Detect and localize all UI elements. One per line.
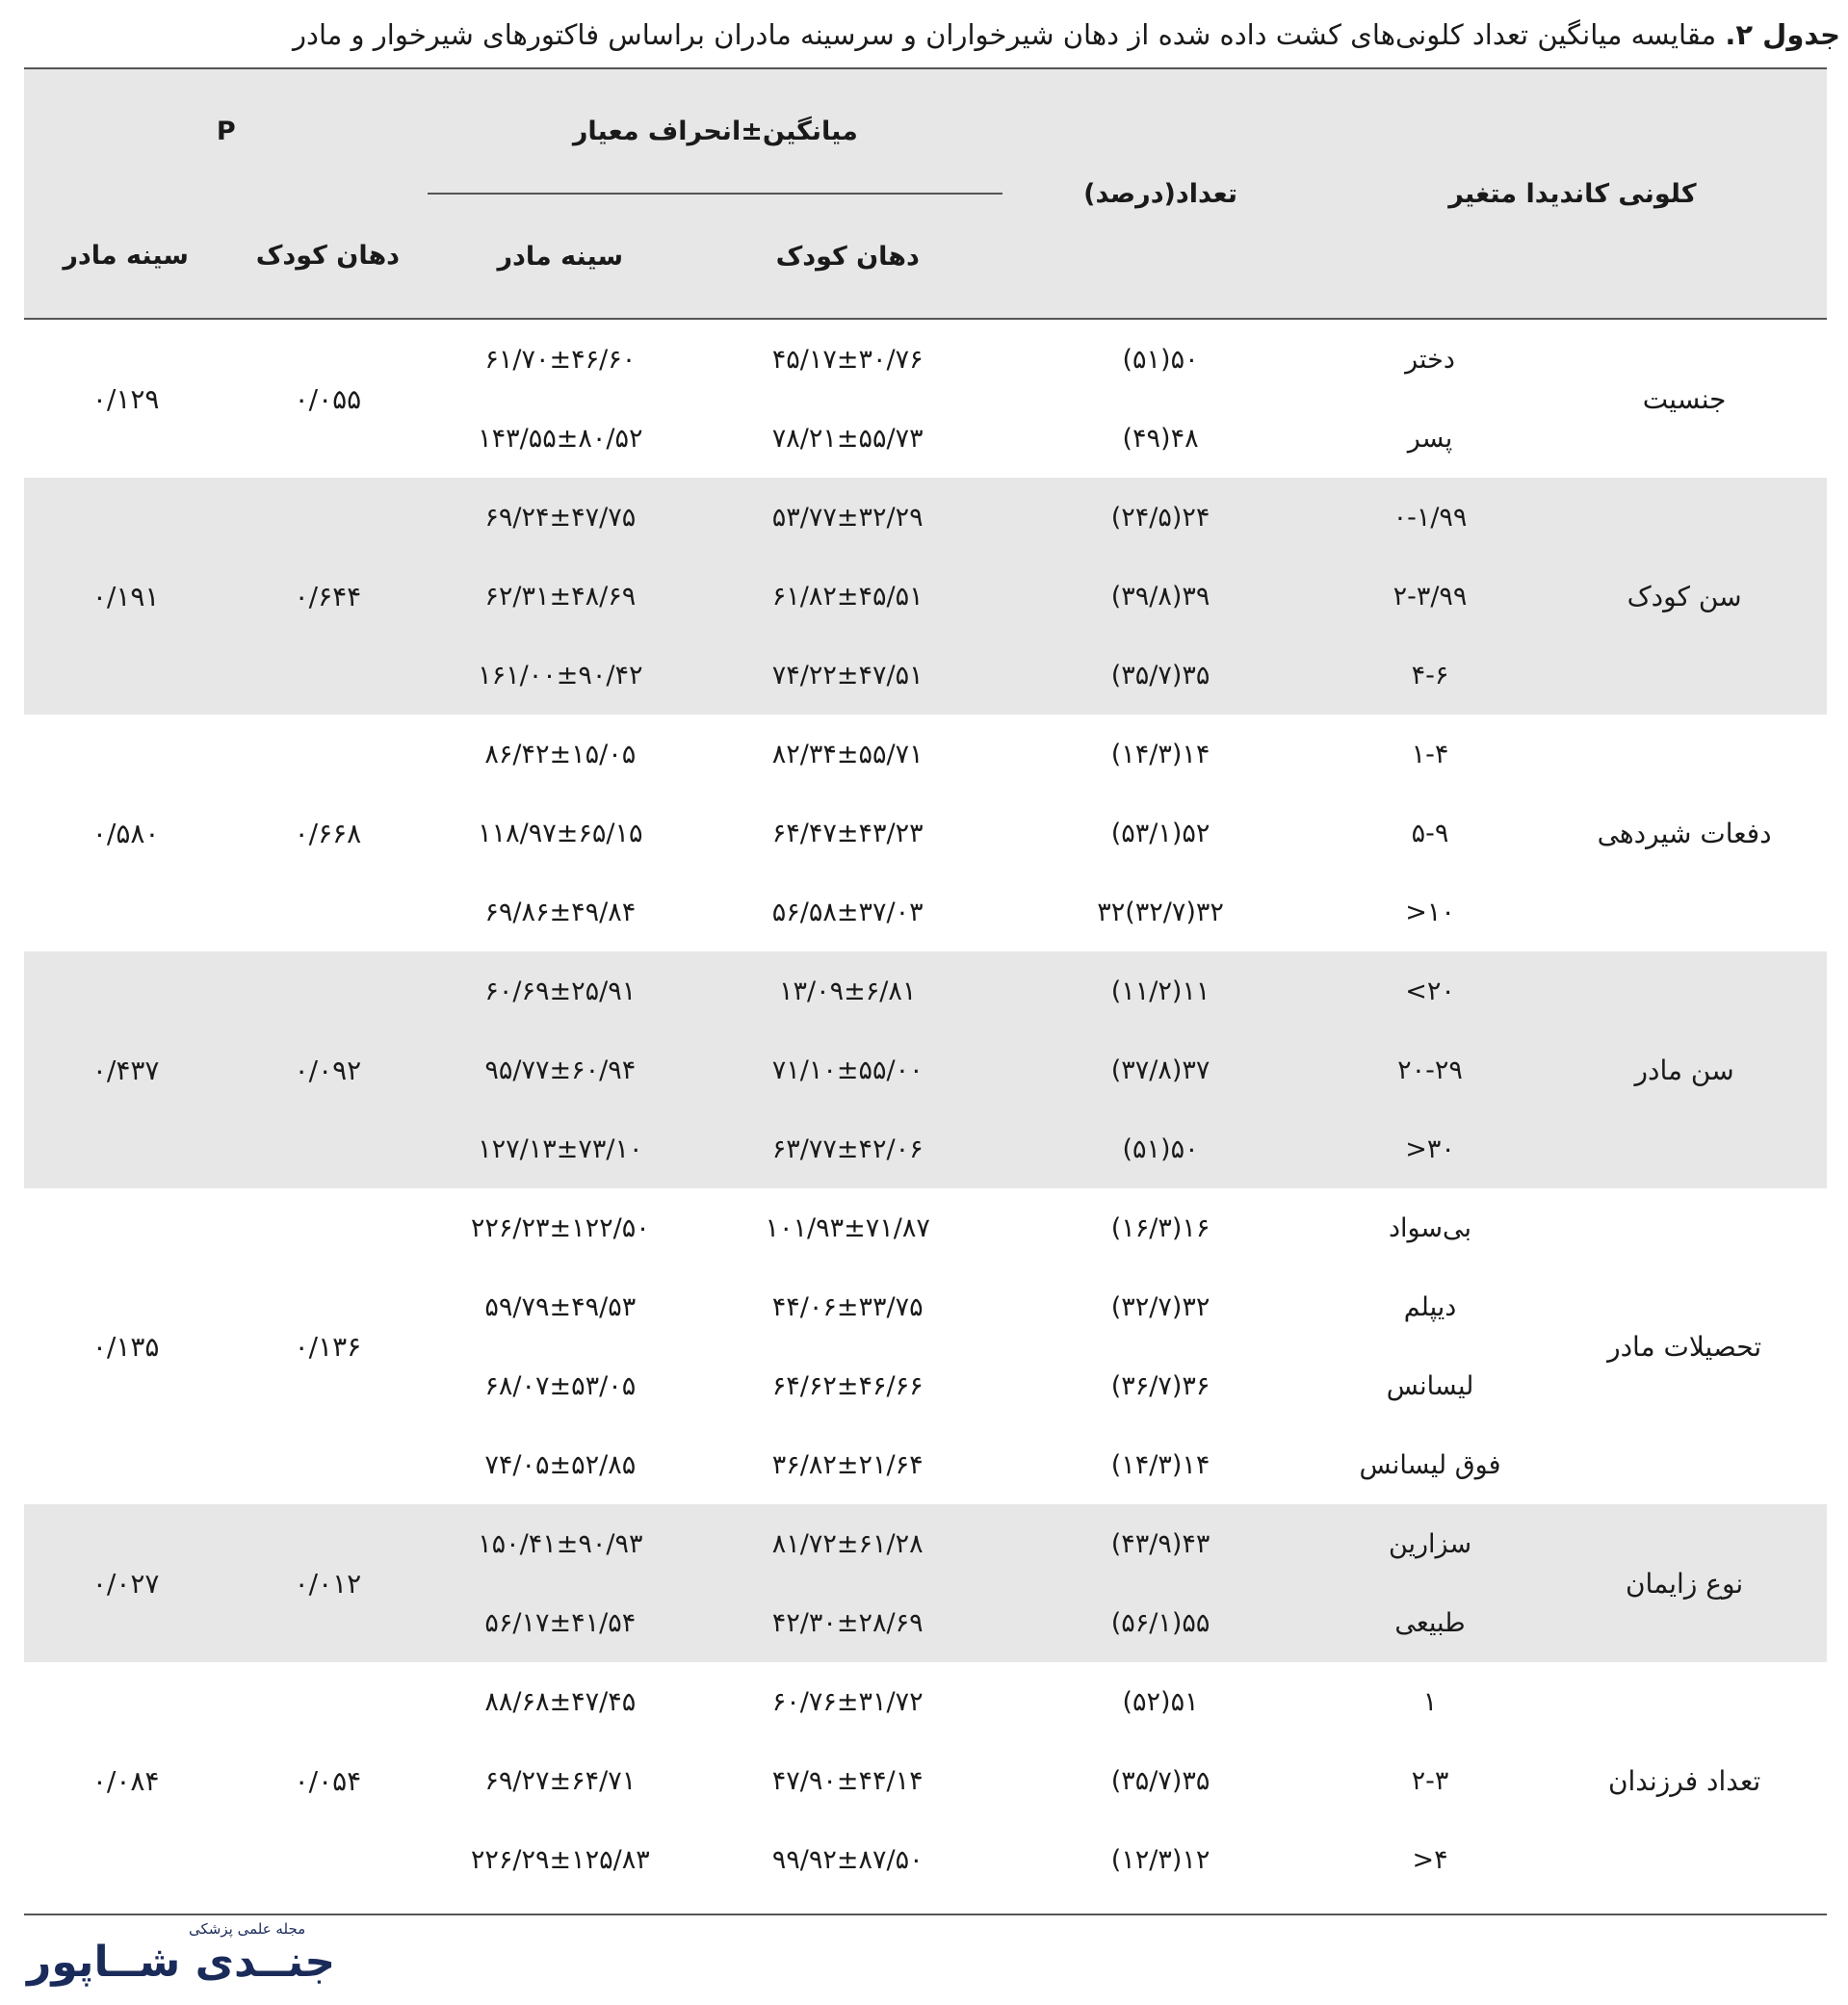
count-cell: ۴۸(۴۹) <box>1122 423 1199 454</box>
count-cell: ۵۰(۵۱) <box>1002 1109 1317 1188</box>
p-infant-cell: ۰/۰۹۲ <box>227 951 428 1188</box>
infant-mean-cell: ۴۷/۹۰±۴۴/۱۴ <box>771 1765 924 1796</box>
level-cell: ۴-۶ <box>1318 636 1542 715</box>
mother-mean-cell: ۱۱۸/۹۷±۶۵/۱۵ <box>478 818 643 848</box>
p-infant-cell: ۰/۰۵۴ <box>294 1764 362 1797</box>
infant-mean-cell: ۷۴/۲۲±۴۷/۵۱ <box>692 636 1002 715</box>
journal-logo <box>27 1916 336 2001</box>
level-cell: ۲۰-۲۹ <box>1318 1030 1542 1109</box>
level-cell: ۲۰> <box>1318 951 1542 1030</box>
p-mother-cell: ۰/۰۲۷ <box>24 1504 227 1662</box>
header-infant-mouth: دهان کودک <box>692 194 1002 319</box>
level-cell: ۱-۴ <box>1411 739 1449 769</box>
mother-mean-cell: ۵۹/۷۹±۴۹/۵۳ <box>484 1291 637 1322</box>
infant-mean-cell: ۴۲/۳۰±۲۸/۶۹ <box>692 1583 1002 1662</box>
mother-mean-cell: ۵۶/۱۷±۴۱/۵۴ <box>428 1583 692 1662</box>
level-cell: لیسانس <box>1386 1370 1474 1401</box>
table-row <box>24 1662 1827 1741</box>
infant-mean-cell: ۶۴/۶۲±۴۶/۶۶ <box>771 1370 924 1401</box>
count-cell: ۱۴(۱۴/۳) <box>1110 739 1210 769</box>
mother-mean-cell: ۶۰/۶۹±۲۵/۹۱ <box>428 951 692 1030</box>
p-infant-cell: ۰/۶۴۴ <box>227 478 428 715</box>
variable-cell: تعداد فرزندان <box>1607 1764 1761 1797</box>
mother-mean-cell: ۹۵/۷۷±۶۰/۹۴ <box>428 1030 692 1109</box>
header-count: تعداد(درصد) <box>1002 69 1317 319</box>
level-cell: ۱۰< <box>1405 897 1455 927</box>
table-row <box>24 478 1827 557</box>
infant-mean-cell: ۱۳/۰۹±۶/۸۱ <box>692 951 1002 1030</box>
variable-cell: سن کودک <box>1542 478 1827 715</box>
count-cell: ۱۱(۱۱/۲) <box>1002 951 1317 1030</box>
p-mother-cell: ۰/۰۸۴ <box>91 1764 160 1797</box>
count-cell: ۱۲(۱۲/۳) <box>1110 1844 1210 1875</box>
infant-mean-cell: ۵۳/۷۷±۳۲/۲۹ <box>692 478 1002 557</box>
count-cell: ۳۷(۳۷/۸) <box>1002 1030 1317 1109</box>
p-mother-cell: ۰/۴۳۷ <box>24 951 227 1188</box>
infant-mean-cell: ۳۶/۸۲±۲۱/۶۴ <box>771 1449 924 1480</box>
count-cell: ۳۵(۳۵/۷) <box>1002 636 1317 715</box>
p-mother-cell: ۰/۱۲۹ <box>91 382 160 415</box>
header-p: P <box>24 69 428 194</box>
level-cell: سزارین <box>1318 1504 1542 1583</box>
variable-cell: جنسیت <box>1642 382 1727 415</box>
infant-mean-cell: ۴۴/۰۶±۳۳/۷۵ <box>771 1291 924 1322</box>
table-caption <box>19 13 1840 56</box>
mother-mean-cell: ۶۸/۰۷±۵۳/۰۵ <box>484 1370 637 1401</box>
level-cell: دیپلم <box>1403 1291 1457 1322</box>
count-cell: ۵۰(۵۱) <box>1122 344 1199 375</box>
count-cell: ۳۵(۳۵/۷) <box>1110 1765 1210 1796</box>
level-cell: دختر <box>1405 344 1455 375</box>
mother-mean-cell: ۲۲۶/۲۹±۱۲۵/۸۳ <box>470 1844 650 1875</box>
variable-cell: نوع زایمان <box>1542 1504 1827 1662</box>
header-variable: کلونی کاندیدا متغیر <box>1318 69 1827 319</box>
mother-mean-cell: ۶۲/۳۱±۴۸/۶۹ <box>428 557 692 636</box>
count-cell: ۵۲(۵۳/۱) <box>1110 818 1210 848</box>
level-cell: ۱ <box>1422 1686 1438 1717</box>
table-row <box>24 1504 1827 1583</box>
caption-label: جدول ۲. <box>1725 18 1840 51</box>
mother-mean-cell: ۱۵۰/۴۱±۹۰/۹۳ <box>428 1504 692 1583</box>
level-cell: فوق لیسانس <box>1359 1449 1501 1480</box>
infant-mean-cell: ۶۳/۷۷±۴۲/۰۶ <box>692 1109 1002 1188</box>
level-cell: ۴< <box>1412 1844 1448 1875</box>
mother-mean-cell: ۶۱/۷۰±۴۶/۶۰ <box>484 344 637 375</box>
level-cell: ۲-۳/۹۹ <box>1318 557 1542 636</box>
infant-mean-cell: ۴۵/۱۷±۳۰/۷۶ <box>771 344 924 375</box>
journal-logo-title: جنــدی شــاپور <box>27 1938 336 1987</box>
level-cell: ۳۰< <box>1318 1109 1542 1188</box>
infant-mean-cell: ۷۱/۱۰±۵۵/۰۰ <box>692 1030 1002 1109</box>
level-cell: بی‌سواد <box>1388 1212 1472 1243</box>
infant-mean-cell: ۵۶/۵۸±۳۷/۰۳ <box>771 897 924 927</box>
count-cell: ۵۵(۵۶/۱) <box>1002 1583 1317 1662</box>
mother-mean-cell: ۸۶/۴۲±۱۵/۰۵ <box>484 739 637 769</box>
mother-mean-cell: ۱۶۱/۰۰±۹۰/۴۲ <box>428 636 692 715</box>
infant-mean-cell: ۱۰۱/۹۳±۷۱/۸۷ <box>765 1212 930 1243</box>
infant-mean-cell: ۹۹/۹۲±۸۷/۵۰ <box>771 1844 924 1875</box>
journal-logo-subtitle: مجله علمی پزشکی <box>189 1920 306 1938</box>
table-row <box>24 715 1827 794</box>
variable-cell: سن مادر <box>1542 951 1827 1188</box>
infant-mean-cell: ۶۱/۸۲±۴۵/۵۱ <box>692 557 1002 636</box>
infant-mean-cell: ۸۱/۷۲±۶۱/۲۸ <box>692 1504 1002 1583</box>
p-infant-cell: ۰/۱۳۶ <box>294 1330 362 1363</box>
count-cell: ۳۲(۳۲/۷) <box>1110 1291 1210 1322</box>
p-infant-cell: ۰/۰۱۲ <box>227 1504 428 1662</box>
header-mother-breast: سینه مادر <box>428 194 692 319</box>
infant-mean-cell: ۶۴/۴۷±۴۳/۲۳ <box>771 818 924 848</box>
table-row <box>24 319 1827 399</box>
level-cell: ۰-۱/۹۹ <box>1318 478 1542 557</box>
header-mean-sd: میانگین±انحراف معیار <box>428 69 1002 194</box>
header-p-mother-breast: سینه مادر <box>24 194 227 319</box>
count-cell: ۳۶(۳۶/۷) <box>1110 1370 1210 1401</box>
caption-text: مقایسه میانگین تعداد کلونی‌های کشت داده شده از دهان شیرخواران و سرسینه مادران براساس فاکتورهای شیرخوار و مادر <box>293 18 1726 51</box>
mother-mean-cell: ۱۲۷/۱۳±۷۳/۱۰ <box>428 1109 692 1188</box>
p-mother-cell: ۰/۱۳۵ <box>91 1330 160 1363</box>
variable-cell: تحصیلات مادر <box>1607 1330 1762 1363</box>
count-cell: ۵۱(۵۲) <box>1122 1686 1199 1717</box>
level-cell: ۲-۳ <box>1411 1765 1449 1796</box>
p-mother-cell: ۰/۵۸۰ <box>91 817 160 849</box>
p-mother-cell: ۰/۱۹۱ <box>24 478 227 715</box>
mother-mean-cell: ۶۹/۲۷±۶۴/۷۱ <box>484 1765 637 1796</box>
level-cell: ۵-۹ <box>1411 818 1449 848</box>
level-cell: طبیعی <box>1318 1583 1542 1662</box>
infant-mean-cell: ۶۰/۷۶±۳۱/۷۲ <box>771 1686 924 1717</box>
infant-mean-cell: ۸۲/۳۴±۵۵/۷۱ <box>771 739 924 769</box>
mother-mean-cell: ۷۴/۰۵±۵۲/۸۵ <box>484 1449 637 1480</box>
table-row <box>24 951 1827 1030</box>
mother-mean-cell: ۶۹/۲۴±۴۷/۷۵ <box>428 478 692 557</box>
count-cell: ۴۳(۴۳/۹) <box>1002 1504 1317 1583</box>
data-table <box>24 69 1827 1899</box>
infant-mean-cell: ۷۸/۲۱±۵۵/۷۳ <box>771 423 924 454</box>
count-cell: ۱۴(۱۴/۳) <box>1110 1449 1210 1480</box>
count-cell: ۱۶(۱۶/۳) <box>1110 1212 1210 1243</box>
p-infant-cell: ۰/۰۵۵ <box>294 382 362 415</box>
p-infant-cell: ۰/۶۶۸ <box>294 817 362 849</box>
count-cell: ۳۹(۳۹/۸) <box>1002 557 1317 636</box>
mother-mean-cell: ۸۸/۶۸±۴۷/۴۵ <box>484 1686 637 1717</box>
table-body <box>24 319 1827 1899</box>
table-row <box>24 1188 1827 1267</box>
variable-cell: دفعات شیردهی <box>1597 817 1772 849</box>
level-cell: پسر <box>1407 423 1453 454</box>
mother-mean-cell: ۱۴۳/۵۵±۸۰/۵۲ <box>478 423 643 454</box>
table-bottom-rule <box>24 1914 1827 1915</box>
mother-mean-cell: ۲۲۶/۲۳±۱۲۲/۵۰ <box>470 1212 650 1243</box>
header-p-infant-mouth: دهان کودک <box>227 194 428 319</box>
count-cell: ۳۲(۳۲/۷)۳۲ <box>1097 897 1224 927</box>
mother-mean-cell: ۶۹/۸۶±۴۹/۸۴ <box>484 897 637 927</box>
count-cell: ۲۴(۲۴/۵) <box>1002 478 1317 557</box>
